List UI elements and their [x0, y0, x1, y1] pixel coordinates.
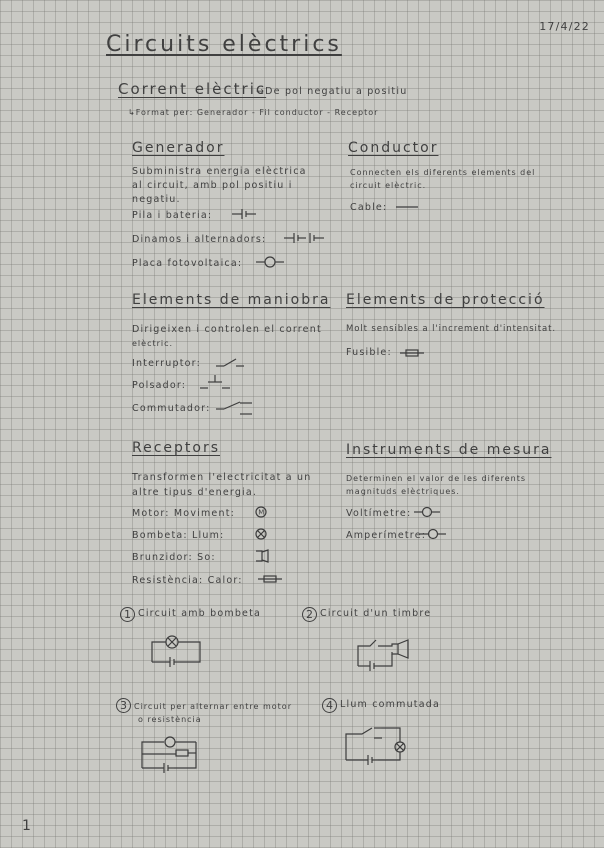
fuse-symbol-icon [400, 348, 424, 358]
circuit-2-label: Circuit d'un timbre [320, 608, 432, 619]
fusible-label: Fusible: [346, 347, 392, 358]
circuit-4-number: 4 [322, 698, 337, 713]
solar-panel-symbol-icon [256, 255, 284, 269]
generador-desc-3: negatiu. [132, 194, 181, 205]
corrent-format-text: ↳Format per: Generador - Fil conductor - Receptor [128, 108, 379, 117]
circuit-2-number: 2 [302, 607, 317, 622]
amperimetre-label: Amperímetre: [346, 530, 427, 541]
cable-symbol-icon [396, 202, 420, 212]
corrent-arrow-text: →De pol negatiu a positiu [256, 86, 408, 97]
generador-desc-2: al circuit, amb pol positiu i [132, 180, 293, 191]
instruments-heading: Instruments de mesura [346, 442, 552, 458]
circuit-4-label: Llum commutada [340, 699, 440, 710]
date: 17/4/22 [539, 20, 590, 33]
resistencia-label: Resistència: Calor: [132, 575, 243, 586]
generador-heading: Generador [132, 140, 225, 156]
polsador-label: Polsador: [132, 380, 187, 391]
circuit-2-diagram [352, 636, 416, 676]
receptors-heading: Receptors [132, 440, 221, 456]
circuit-3-number: 3 [116, 698, 131, 713]
cable-label: Cable: [350, 202, 388, 213]
voltimetre-label: Voltímetre: [346, 508, 412, 519]
maniobra-desc-1: Dirigeixen i controlen el corrent [132, 324, 322, 335]
receptors-desc-2: altre tipus d'energia. [132, 487, 258, 498]
conductor-heading: Conductor [348, 140, 439, 156]
circuit-1-label: Circuit amb bombeta [138, 608, 262, 619]
push-button-symbol-icon [200, 374, 230, 392]
conductor-desc-1: Connecten els diferents elements del [350, 168, 536, 177]
circuit-4-diagram [342, 722, 412, 768]
dinamo-label: Dinamos i alternadors: [132, 234, 267, 245]
resistor-symbol-icon [258, 574, 282, 584]
page-number: 1 [22, 818, 33, 834]
switch-symbol-icon [216, 356, 244, 370]
conductor-desc-2: circuit elèctric. [350, 181, 427, 190]
commutator-symbol-icon [216, 400, 254, 418]
circuit-3-label-2: o resistència [138, 715, 202, 724]
page-title: Circuits elèctrics [106, 32, 342, 57]
instruments-desc-2: magnituds elèctriques. [346, 487, 460, 496]
motor-symbol-icon [254, 505, 268, 519]
battery-symbol-icon [232, 207, 258, 221]
circuit-3-label: Circuit per alternar entre motor [134, 702, 292, 711]
motor-label: Motor: Moviment: [132, 508, 236, 519]
buzzer-symbol-icon [254, 549, 270, 563]
generador-desc-1: Subministra energia elèctrica [132, 166, 307, 177]
proteccio-desc-1: Molt sensibles a l'increment d'intensitat. [346, 324, 556, 334]
svg-text:M: M [258, 508, 265, 517]
circuit-1-diagram [148, 632, 204, 668]
corrent-heading: Corrent elèctric [118, 80, 267, 98]
maniobra-desc-2: elèctric. [132, 339, 174, 348]
instruments-desc-1: Determinen el valor de les diferents [346, 474, 527, 483]
circuit-1-number: 1 [120, 607, 135, 622]
dinamo-symbol-icon [284, 231, 328, 245]
maniobra-heading: Elements de maniobra [132, 292, 331, 308]
bombeta-label: Bombeta: Llum: [132, 530, 225, 541]
lamp-symbol-icon [254, 527, 268, 541]
commutador-label: Commutador: [132, 403, 211, 414]
receptors-desc-1: Transformen l'electricitat a un [132, 472, 312, 483]
proteccio-heading: Elements de protecció [346, 292, 545, 308]
ammeter-symbol-icon [420, 528, 446, 540]
circuit-3-diagram [138, 734, 202, 774]
brunzidor-label: Brunzidor: So: [132, 552, 216, 563]
placa-label: Placa fotovoltaica: [132, 258, 243, 269]
interruptor-label: Interruptor: [132, 358, 201, 369]
pila-label: Pila i bateria: [132, 210, 213, 221]
voltmeter-symbol-icon [414, 506, 440, 518]
